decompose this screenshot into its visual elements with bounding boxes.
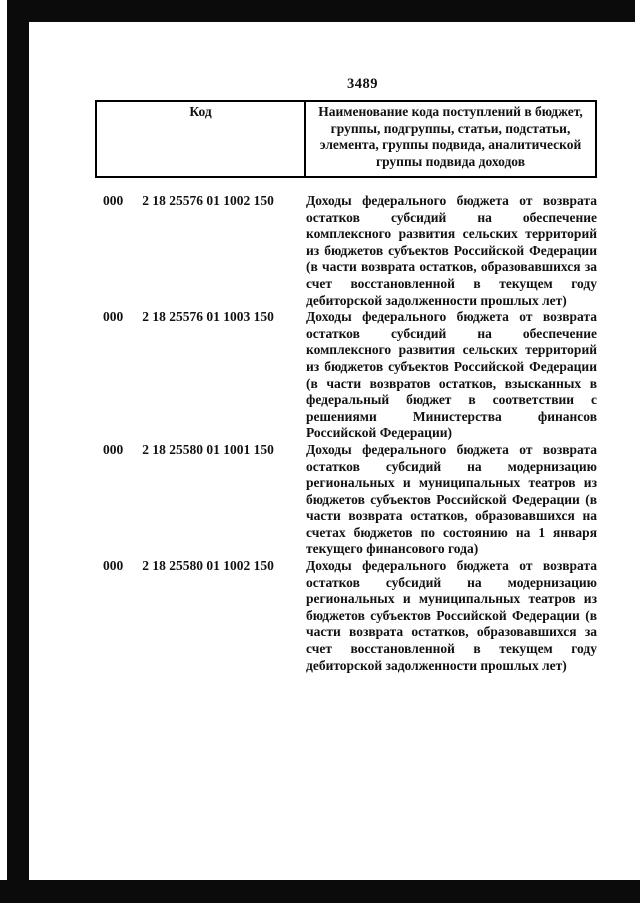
code-cell <box>95 193 306 309</box>
budget-codes-table <box>95 100 597 674</box>
column-header-code: Код <box>97 102 306 176</box>
scan-artifact-bottom-bar <box>0 880 640 903</box>
code-description: Доходы федерального бюджета от возврата остатков субсидий на модернизацию региональных и муниципальных театров из бюджетов субъектов Российской Федерации (в части возврата остатков, образовавшихся на счетах бюджетов по состоянию на 1 января текущего финансового года) <box>306 441 597 557</box>
scan-artifact-top-bar <box>7 0 635 22</box>
code-description: Доходы федерального бюджета от возврата остатков субсидий на обеспечение комплексного развития сельских территорий из бюджетов субъектов Российской Федерации (в части возврата остатков, образовавшихся за счет восстановленной в текущем году дебиторской задолженности прошлых лет) <box>306 193 597 308</box>
code-admin: 000 <box>103 309 124 325</box>
table-header <box>95 100 597 178</box>
code-admin: 000 <box>103 193 124 208</box>
table-body <box>95 193 597 674</box>
code-description: Доходы федерального бюджета от возврата остатков субсидий на модернизацию региональных и муниципальных театров из бюджетов субъектов Российской Федерации (в части возврата остатков, образовавшихся за счет восстановленной в текущем году дебиторской задолженности прошлых лет) <box>306 558 597 673</box>
code-cell <box>95 309 306 442</box>
column-header-name: Наименование кода поступлений в бюджет, группы, подгруппы, статьи, подстатьи, элемента, группы подвида, аналитической группы подвида доходов <box>318 104 583 169</box>
table-row <box>95 309 597 442</box>
table-row <box>95 558 597 674</box>
code-admin: 000 <box>103 441 124 457</box>
code-value: 2 18 25580 01 1002 150 <box>142 558 274 574</box>
page-number: 3489 <box>347 76 378 92</box>
code-value: 2 18 25576 01 1003 150 <box>142 309 274 325</box>
table-row <box>95 193 597 309</box>
scan-artifact-left-bar <box>7 0 29 903</box>
code-cell <box>95 558 306 674</box>
code-value: 2 18 25576 01 1002 150 <box>142 193 274 208</box>
code-value: 2 18 25580 01 1001 150 <box>142 441 274 457</box>
code-admin: 000 <box>103 558 124 574</box>
code-cell <box>95 442 306 558</box>
code-description: Доходы федерального бюджета от возврата остатков субсидий на обеспечение комплексного развития сельских территорий из бюджетов субъектов Российской Федерации (в части возвратов остатков, взысканных в федеральный бюджет в соответствии с решениями Министерства финансов Российской Федерации) <box>306 309 597 441</box>
table-row <box>95 442 597 558</box>
